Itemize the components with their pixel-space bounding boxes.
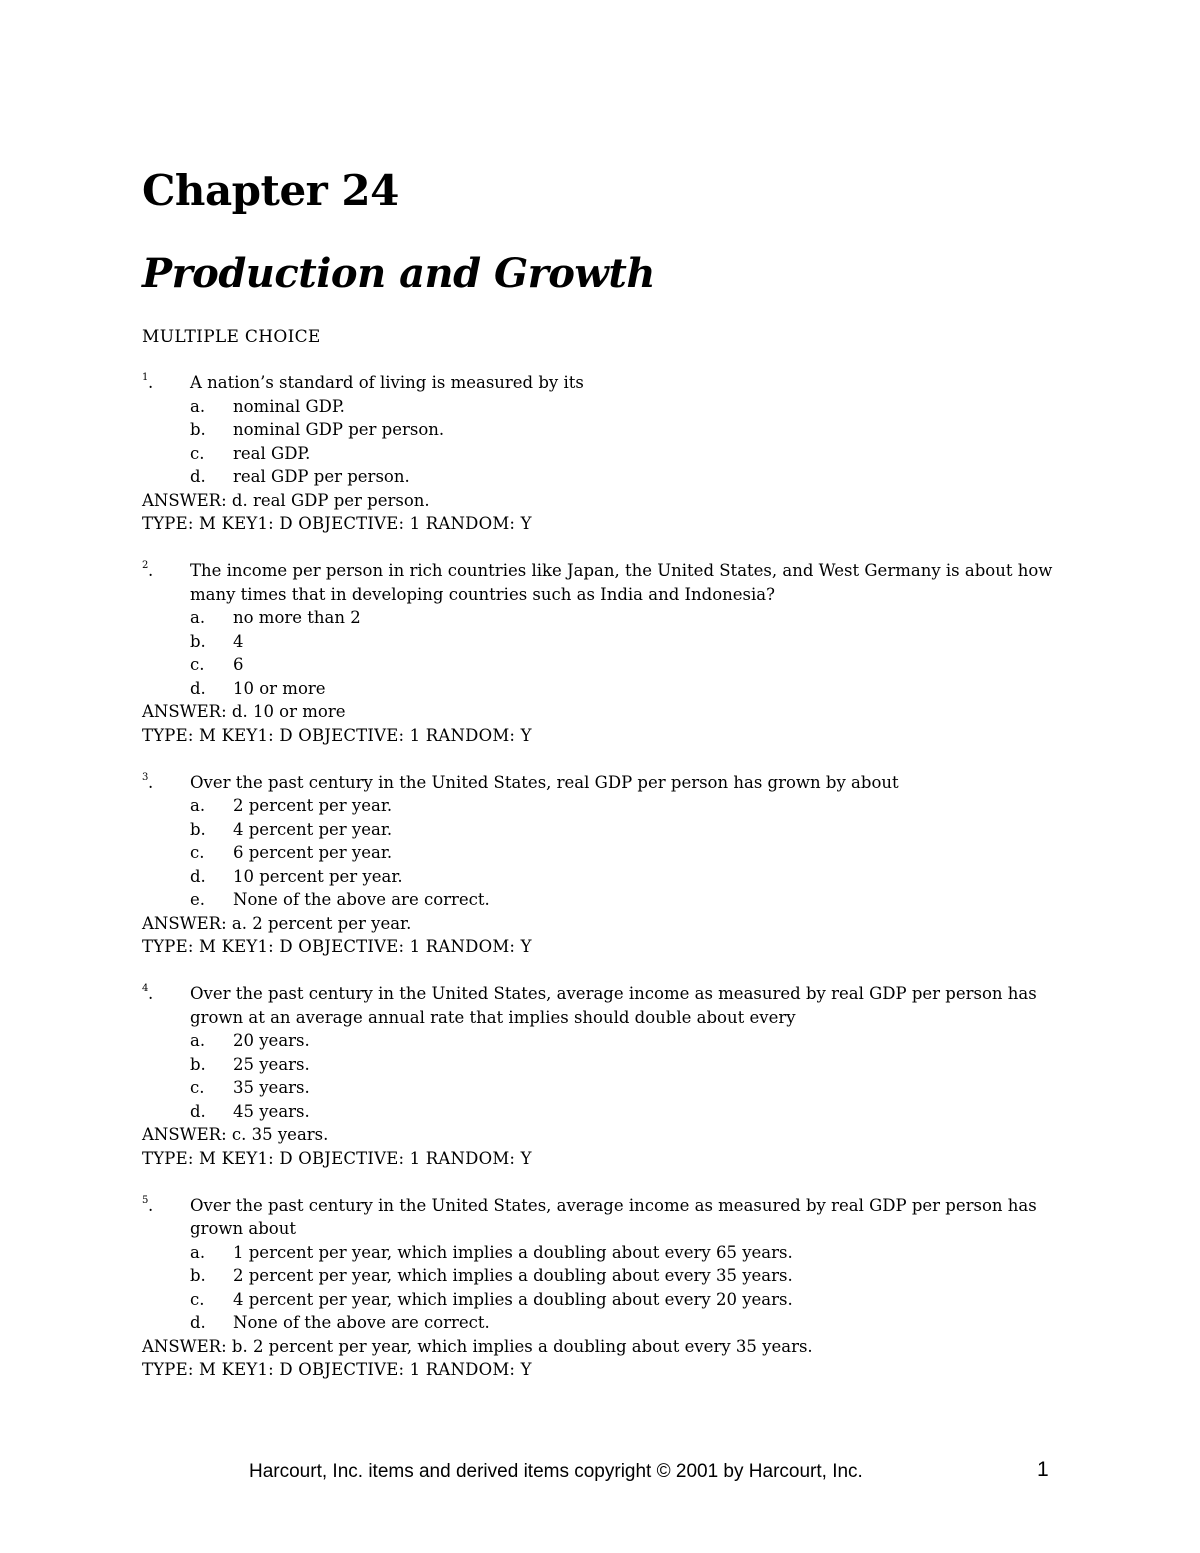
choice-letter: d. bbox=[190, 866, 206, 886]
question-metadata: TYPE: M KEY1: D OBJECTIVE: 1 RANDOM: Y bbox=[142, 725, 532, 745]
footer-copyright: Harcourt, Inc. items and derived items copyright © 2001 by Harcourt, Inc. bbox=[249, 1461, 863, 1482]
answer-choice bbox=[142, 1288, 1062, 1312]
question-number-dot: . bbox=[148, 1195, 154, 1215]
choice-letter: d. bbox=[190, 1313, 206, 1332]
question-text: The income per person in rich countries like Japan, the United States, and West Germany is about how many times that in developing countries such as India and Indonesia? bbox=[190, 561, 1053, 604]
choice-letter: b. bbox=[190, 631, 206, 651]
question-list bbox=[142, 371, 1062, 1405]
choice-text: 2 percent per year. bbox=[233, 796, 393, 815]
answer-choice bbox=[142, 630, 1062, 654]
answer-choice bbox=[142, 418, 1062, 442]
answer-choice bbox=[142, 677, 1062, 701]
choice-letter: b. bbox=[190, 819, 206, 839]
answer-choice bbox=[142, 606, 1062, 630]
choice-text: None of the above are correct. bbox=[233, 890, 490, 909]
question-item bbox=[142, 371, 1062, 536]
question-stem bbox=[142, 771, 1062, 795]
question-text: Over the past century in the United States, average income as measured by real GDP per person has grown at an average annual rate that implies should double about every bbox=[190, 984, 1037, 1027]
question-number-dot: . bbox=[148, 561, 154, 580]
choice-letter: b. bbox=[190, 420, 206, 439]
choice-text: 10 or more bbox=[233, 678, 326, 698]
answer-choice bbox=[142, 888, 1062, 912]
question-item bbox=[142, 771, 1062, 959]
answer-key: ANSWER: c. 35 years. bbox=[142, 1125, 329, 1144]
answer-choice bbox=[142, 395, 1062, 419]
choice-text: real GDP. bbox=[233, 443, 311, 463]
question-item bbox=[142, 1194, 1062, 1382]
choice-text: 4 bbox=[233, 631, 244, 651]
answer-key: ANSWER: d. 10 or more bbox=[142, 702, 346, 721]
question-number: 2 bbox=[142, 560, 149, 571]
question-number-dot: . bbox=[148, 373, 154, 392]
choice-letter: c. bbox=[190, 843, 205, 862]
choice-letter: c. bbox=[190, 443, 205, 463]
choice-text: 2 percent per year, which implies a doubling about every 35 years. bbox=[233, 1266, 793, 1285]
answer-key: ANSWER: d. real GDP per person. bbox=[142, 490, 430, 510]
answer-choice bbox=[142, 1053, 1062, 1077]
answer-choice bbox=[142, 653, 1062, 677]
answer-choice bbox=[142, 794, 1062, 818]
choice-text: nominal GDP per person. bbox=[233, 420, 445, 439]
question-stem bbox=[142, 982, 1062, 1029]
choice-text: 4 percent per year, which implies a doubling about every 20 years. bbox=[233, 1289, 793, 1309]
answer-choice bbox=[142, 1076, 1062, 1100]
chapter-subtitle: Production and Growth bbox=[142, 250, 655, 297]
question-number: 3 bbox=[142, 771, 149, 783]
question-number: 1 bbox=[142, 372, 149, 383]
choice-letter: c. bbox=[190, 1078, 205, 1097]
answer-choice bbox=[142, 841, 1062, 865]
answer-choice bbox=[142, 465, 1062, 489]
choice-text: None of the above are correct. bbox=[233, 1313, 490, 1332]
question-metadata: TYPE: M KEY1: D OBJECTIVE: 1 RANDOM: Y bbox=[142, 937, 532, 956]
section-heading: MULTIPLE CHOICE bbox=[142, 327, 321, 347]
question-metadata: TYPE: M KEY1: D OBJECTIVE: 1 RANDOM: Y bbox=[142, 1360, 532, 1379]
choice-letter: a. bbox=[190, 396, 206, 416]
page-number: 1 bbox=[1037, 1458, 1049, 1481]
question-metadata: TYPE: M KEY1: D OBJECTIVE: 1 RANDOM: Y bbox=[142, 1148, 532, 1168]
choice-text: 20 years. bbox=[233, 1031, 310, 1050]
answer-key: ANSWER: a. 2 percent per year. bbox=[142, 913, 412, 933]
answer-choice bbox=[142, 818, 1062, 842]
question-metadata: TYPE: M KEY1: D OBJECTIVE: 1 RANDOM: Y bbox=[142, 514, 532, 533]
choice-letter: c. bbox=[190, 655, 205, 674]
chapter-title: Chapter 24 bbox=[142, 166, 399, 215]
choice-letter: b. bbox=[190, 1054, 206, 1074]
question-number-dot: . bbox=[148, 772, 154, 792]
answer-choice bbox=[142, 442, 1062, 466]
choice-letter: d. bbox=[190, 678, 206, 698]
question-number: 5 bbox=[142, 1194, 149, 1206]
choice-text: 35 years. bbox=[233, 1078, 310, 1097]
choice-letter: a. bbox=[190, 1031, 206, 1050]
choice-letter: d. bbox=[190, 467, 206, 486]
choice-letter: e. bbox=[190, 890, 206, 909]
question-stem bbox=[142, 371, 1062, 395]
answer-key: ANSWER: b. 2 percent per year, which implies a doubling about every 35 years. bbox=[142, 1336, 813, 1356]
question-stem bbox=[142, 559, 1062, 606]
answer-choice bbox=[142, 865, 1062, 889]
choice-letter: c. bbox=[190, 1289, 205, 1309]
answer-choice bbox=[142, 1029, 1062, 1053]
choice-text: 6 bbox=[233, 655, 244, 674]
question-item bbox=[142, 982, 1062, 1170]
answer-choice bbox=[142, 1100, 1062, 1124]
answer-choice bbox=[142, 1241, 1062, 1265]
question-text: Over the past century in the United States, real GDP per person has grown by about bbox=[190, 772, 899, 792]
answer-choice bbox=[142, 1264, 1062, 1288]
question-text: Over the past century in the United States, average income as measured by real GDP per person has grown about bbox=[190, 1195, 1037, 1238]
choice-letter: a. bbox=[190, 796, 206, 815]
choice-text: 25 years. bbox=[233, 1054, 310, 1074]
choice-letter: a. bbox=[190, 1242, 206, 1262]
question-number: 4 bbox=[142, 983, 149, 994]
choice-text: no more than 2 bbox=[233, 608, 361, 627]
choice-text: 1 percent per year, which implies a doubling about every 65 years. bbox=[233, 1242, 793, 1262]
question-item bbox=[142, 559, 1062, 747]
question-stem bbox=[142, 1194, 1062, 1241]
choice-letter: a. bbox=[190, 608, 206, 627]
choice-text: 4 percent per year. bbox=[233, 819, 393, 839]
choice-text: 6 percent per year. bbox=[233, 843, 393, 862]
choice-text: real GDP per person. bbox=[233, 467, 410, 486]
choice-letter: b. bbox=[190, 1266, 206, 1285]
answer-choice bbox=[142, 1311, 1062, 1335]
choice-text: nominal GDP. bbox=[233, 396, 345, 416]
choice-text: 45 years. bbox=[233, 1101, 310, 1121]
question-text: A nation’s standard of living is measured by its bbox=[190, 373, 584, 392]
choice-text: 10 percent per year. bbox=[233, 866, 403, 886]
question-number-dot: . bbox=[148, 984, 154, 1003]
choice-letter: d. bbox=[190, 1101, 206, 1121]
